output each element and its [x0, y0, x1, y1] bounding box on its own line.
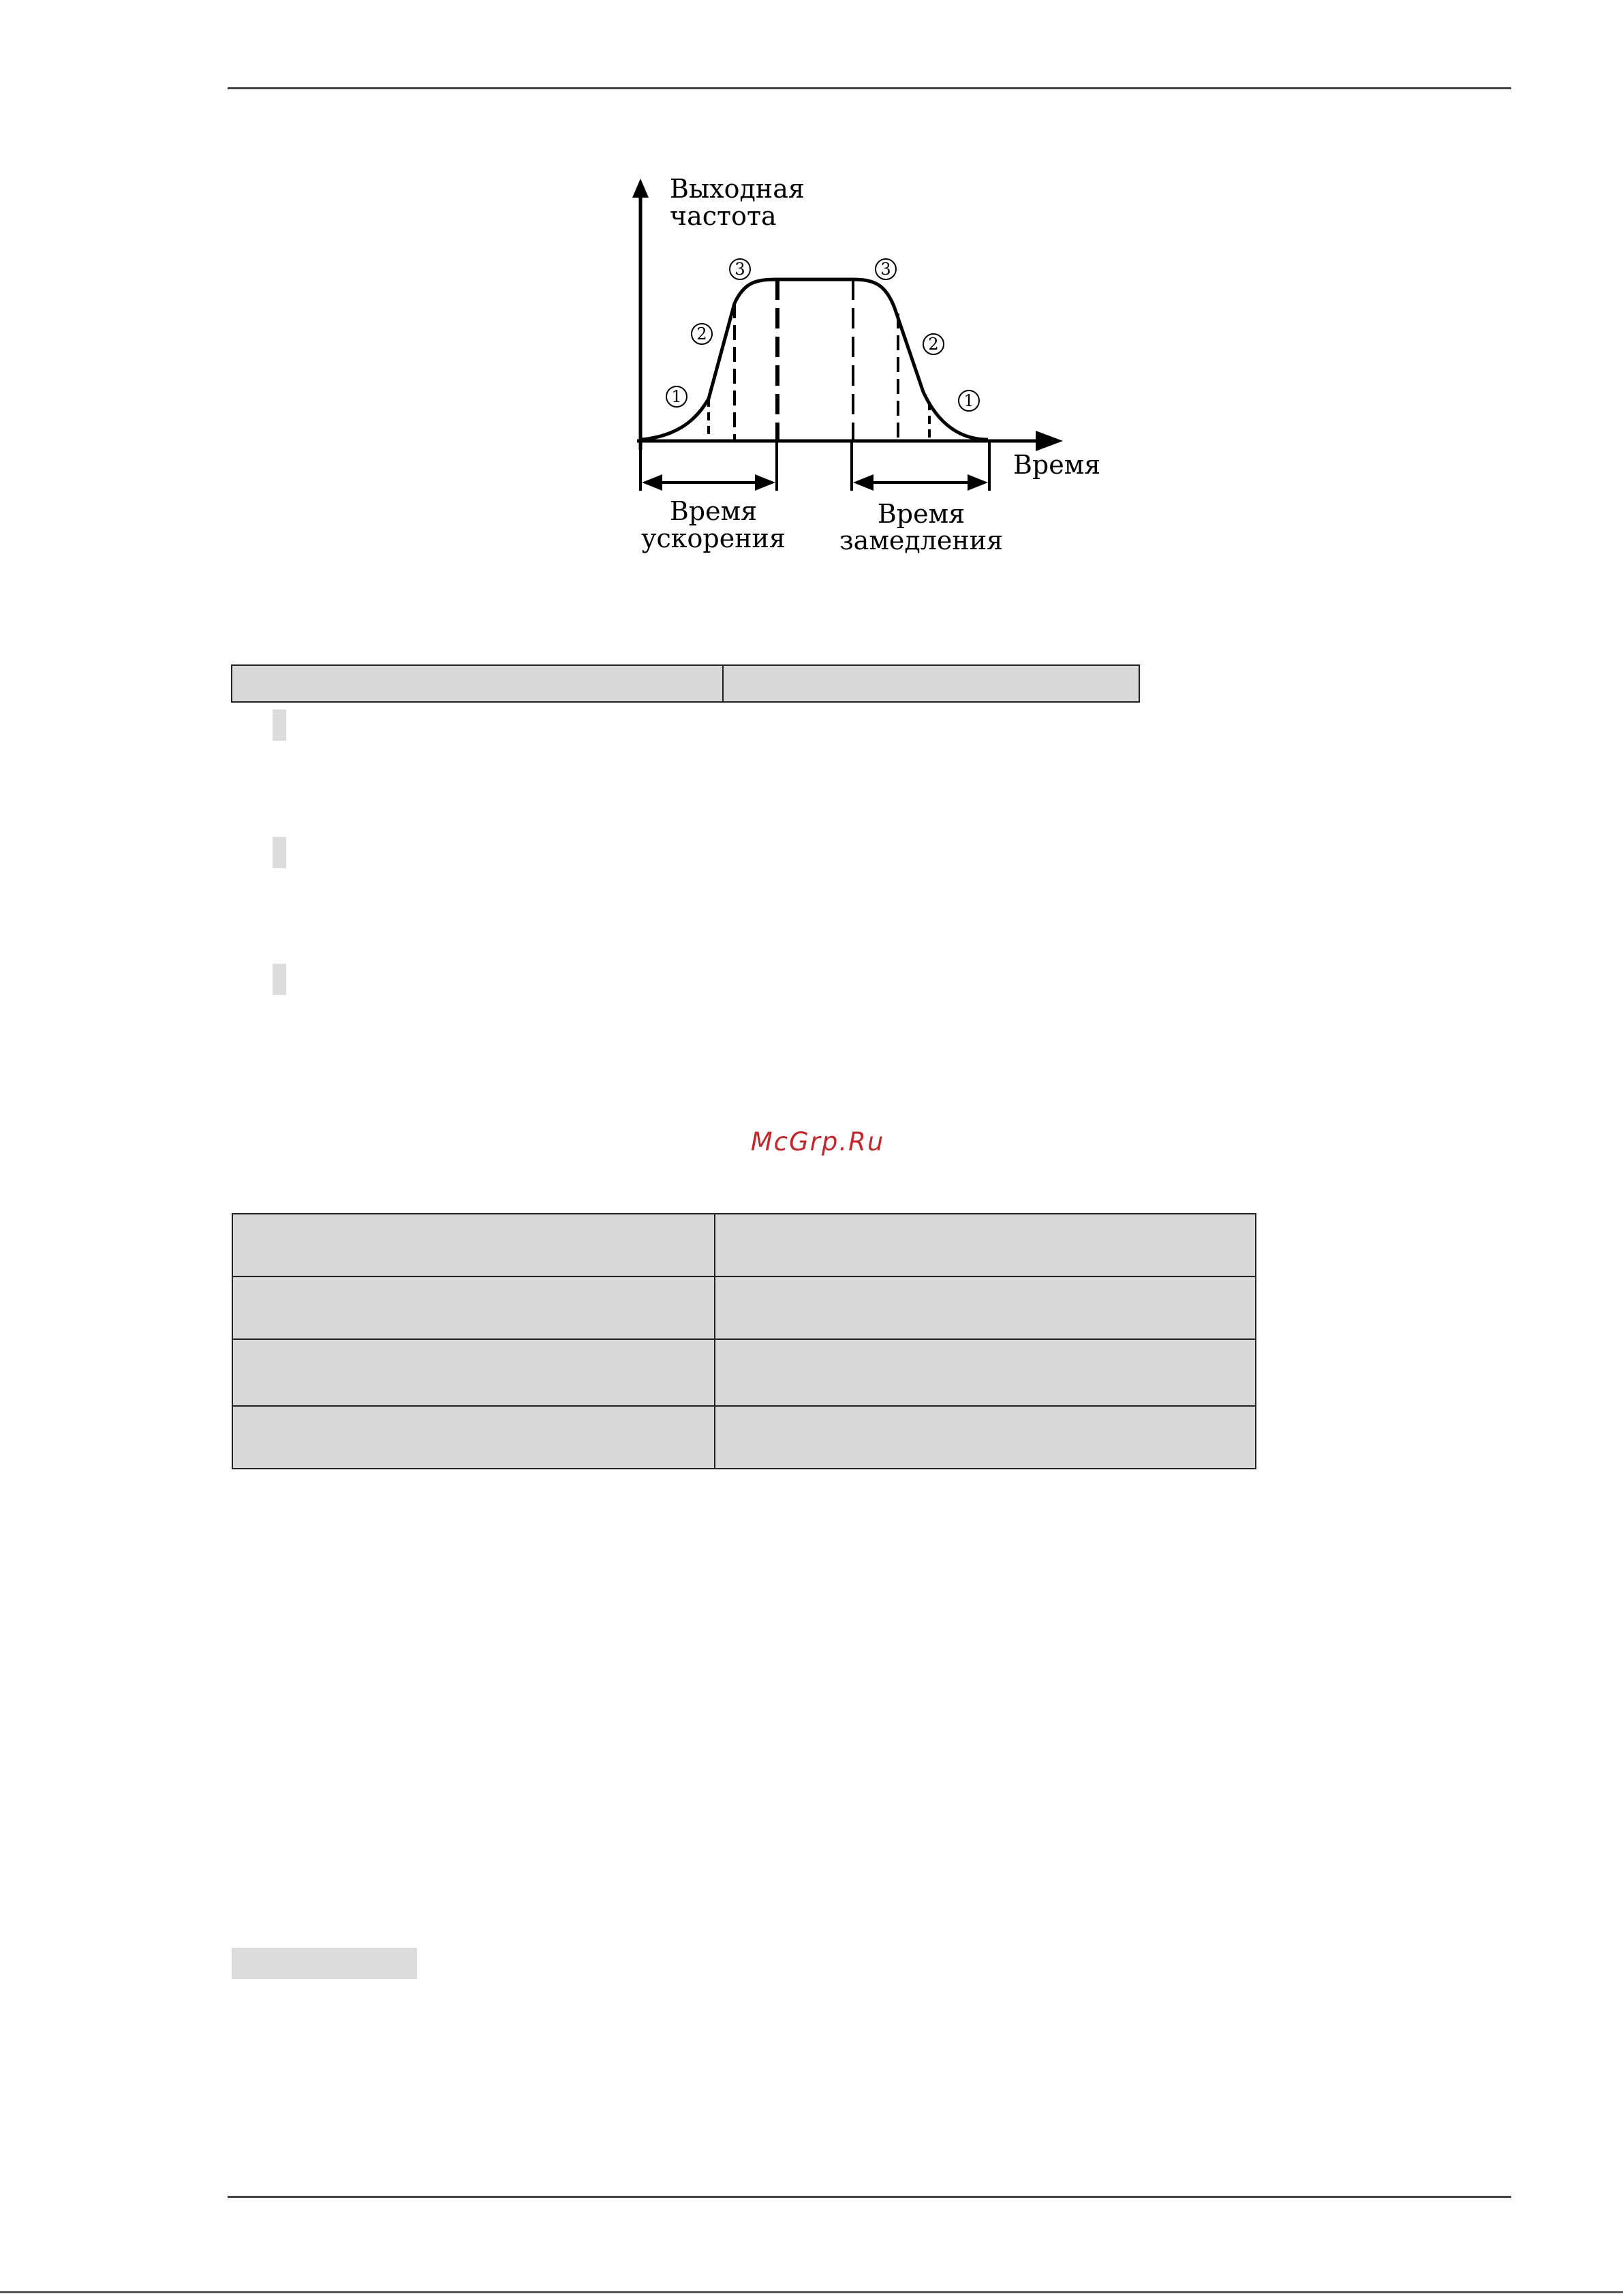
table-cell — [232, 665, 723, 702]
table-cell — [232, 1214, 715, 1276]
marker-accel-2 — [692, 324, 712, 344]
accel-label-line2: ускорения — [641, 523, 786, 553]
table-row — [232, 665, 1139, 702]
note-label-box — [232, 1948, 417, 1979]
marker-decel-2 — [923, 334, 944, 354]
table-row — [232, 1406, 1256, 1469]
table-cell — [232, 1406, 715, 1469]
table-row — [232, 1214, 1256, 1276]
accel-arrow-right-head — [755, 474, 775, 491]
table-cell — [715, 1214, 1256, 1276]
list-bullet-marker — [273, 709, 286, 741]
x-axis-label: Время — [1013, 450, 1101, 480]
list-bullet-marker — [273, 837, 286, 868]
decel-label-line2: замедления — [839, 525, 1004, 555]
y-axis-arrow — [632, 179, 649, 198]
table-cell — [715, 1276, 1256, 1339]
x-axis-arrow — [1036, 431, 1063, 451]
table-cell — [715, 1339, 1256, 1406]
header-rule — [228, 87, 1511, 89]
parameter-table-1 — [231, 664, 1140, 703]
table-cell — [232, 1339, 715, 1406]
watermark-text: McGrp.Ru — [750, 1127, 885, 1157]
footer-rule — [228, 2196, 1511, 2198]
parameter-table-2 — [232, 1213, 1256, 1469]
table-cell — [232, 1276, 715, 1339]
page-bottom-edge — [0, 2291, 1623, 2293]
frequency-curve — [642, 279, 988, 440]
decel-label-line1: Время — [877, 499, 965, 529]
table-row — [232, 1276, 1256, 1339]
accel-arrow-left-head — [642, 474, 662, 491]
table-cell — [715, 1406, 1256, 1469]
y-axis-label-line2: частота — [670, 201, 777, 231]
marker-decel-1 — [959, 391, 979, 411]
svg-text:2: 2 — [696, 324, 707, 343]
marker-accel-1 — [666, 386, 687, 407]
decel-arrow-right-head — [968, 474, 988, 491]
svg-text:3: 3 — [880, 260, 891, 279]
list-bullet-marker — [273, 964, 286, 995]
svg-text:2: 2 — [928, 335, 939, 354]
marker-decel-3 — [876, 259, 896, 279]
y-axis-label-line1: Выходная — [670, 174, 805, 204]
accel-label-line1: Время — [669, 496, 758, 526]
svg-text:1: 1 — [963, 391, 974, 410]
svg-text:1: 1 — [671, 387, 682, 406]
decel-arrow-left-head — [853, 474, 874, 491]
table-row — [232, 1339, 1256, 1406]
marker-accel-3 — [730, 259, 750, 279]
acceleration-deceleration-diagram — [600, 164, 1145, 572]
table-cell — [723, 665, 1139, 702]
svg-text:3: 3 — [735, 260, 745, 279]
